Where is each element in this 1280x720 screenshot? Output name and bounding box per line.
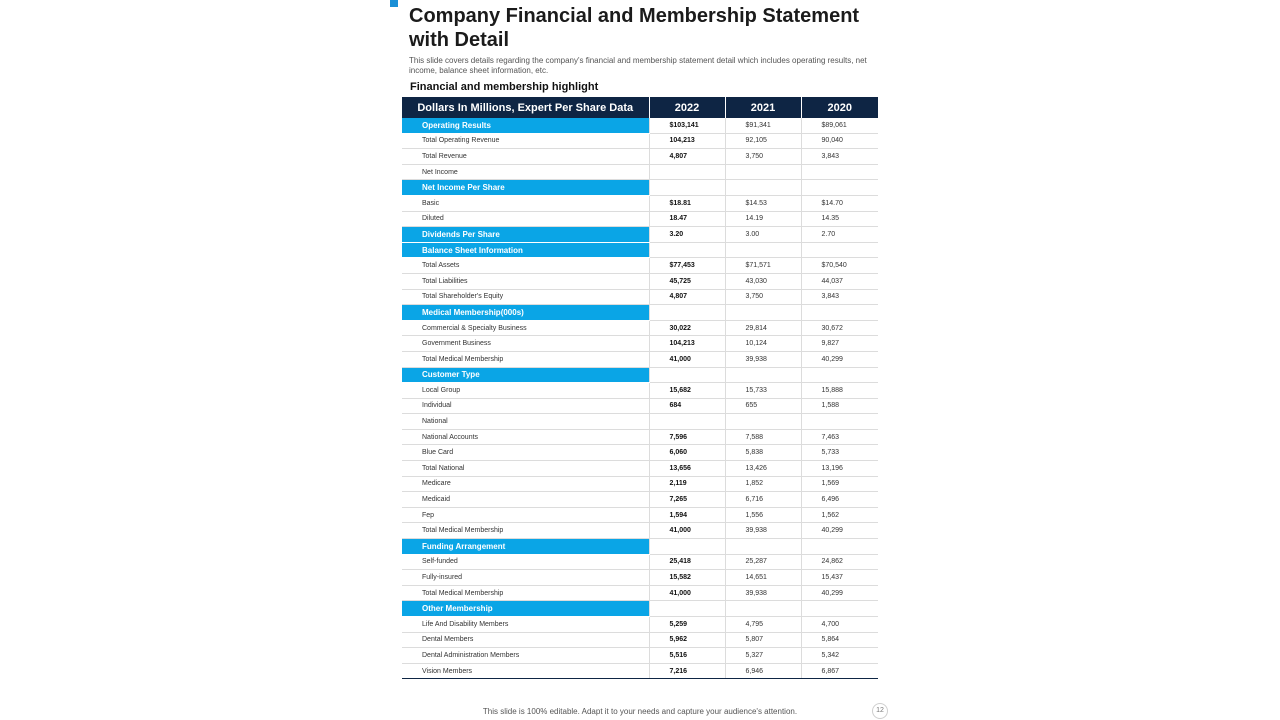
cell-2021: 14.19 [725, 211, 801, 227]
row-label: National [402, 414, 649, 430]
table-row [402, 258, 878, 274]
row-label: Commercial & Specialty Business [402, 320, 649, 336]
cell-2020: 40,299 [801, 351, 878, 367]
cell-2020: 5,342 [801, 648, 878, 664]
table-row [402, 211, 878, 227]
row-label: Vision Members [402, 663, 649, 679]
cell-2021: 13,426 [725, 461, 801, 477]
table-row [402, 554, 878, 570]
cell-2022: 41,000 [649, 585, 725, 601]
header-label-column: Dollars In Millions, Expert Per Share Data [402, 97, 649, 118]
cell-2022: 5,516 [649, 648, 725, 664]
row-label: Individual [402, 398, 649, 414]
cell-2020: 6,867 [801, 663, 878, 679]
cell-2021 [725, 414, 801, 430]
row-label: Dental Administration Members [402, 648, 649, 664]
table-row [402, 320, 878, 336]
section-label: Medical Membership(000s) [402, 305, 649, 321]
row-label: Fully-insured [402, 570, 649, 586]
table-row [402, 507, 878, 523]
table-body [402, 118, 878, 679]
table-section-row [402, 367, 878, 383]
page-number: 12 [872, 703, 888, 719]
cell-2020: 1,588 [801, 398, 878, 414]
cell-2021: 1,852 [725, 476, 801, 492]
section-label: Dividends Per Share [402, 227, 649, 243]
cell-2020 [801, 180, 878, 196]
cell-2021: 6,716 [725, 492, 801, 508]
cell-2020 [801, 539, 878, 555]
table-row [402, 445, 878, 461]
cell-2021 [725, 367, 801, 383]
cell-2022 [649, 305, 725, 321]
row-label: Self-funded [402, 554, 649, 570]
cell-2021: 10,124 [725, 336, 801, 352]
page-title: Company Financial and Membership Statement with Detail [409, 5, 860, 51]
cell-2020: 15,437 [801, 570, 878, 586]
cell-2021: 39,938 [725, 523, 801, 539]
section-heading: Financial and membership highlight [410, 81, 599, 93]
row-label: Life And Disability Members [402, 617, 649, 633]
cell-2021: 3,750 [725, 289, 801, 305]
row-label: Total Medical Membership [402, 523, 649, 539]
cell-2022: 41,000 [649, 523, 725, 539]
cell-2021: 39,938 [725, 585, 801, 601]
cell-2022 [649, 164, 725, 180]
cell-2021 [725, 305, 801, 321]
cell-2022: 5,259 [649, 617, 725, 633]
table-section-row [402, 305, 878, 321]
cell-2022: 5,962 [649, 632, 725, 648]
row-label: Blue Card [402, 445, 649, 461]
table-section-row [402, 180, 878, 196]
cell-2021: $91,341 [725, 118, 801, 133]
cell-2022: 15,682 [649, 383, 725, 399]
table-row [402, 570, 878, 586]
table-row [402, 164, 878, 180]
cell-2021: 3,750 [725, 149, 801, 165]
cell-2021: 5,327 [725, 648, 801, 664]
header-year-2022: 2022 [649, 97, 725, 118]
section-label: Balance Sheet Information [402, 242, 649, 258]
cell-2022: 15,582 [649, 570, 725, 586]
cell-2022: $103,141 [649, 118, 725, 133]
cell-2020: 30,672 [801, 320, 878, 336]
cell-2020 [801, 305, 878, 321]
row-label: National Accounts [402, 429, 649, 445]
table-row [402, 476, 878, 492]
cell-2022: 1,594 [649, 507, 725, 523]
slide-page [390, 0, 890, 720]
table-row [402, 351, 878, 367]
row-label: Basic [402, 195, 649, 211]
cell-2021: 1,556 [725, 507, 801, 523]
table-row [402, 461, 878, 477]
cell-2020: 14.35 [801, 211, 878, 227]
cell-2020 [801, 414, 878, 430]
cell-2020: $14.70 [801, 195, 878, 211]
cell-2020 [801, 164, 878, 180]
section-label: Net Income Per Share [402, 180, 649, 196]
cell-2020: $70,540 [801, 258, 878, 274]
cell-2021: 29,814 [725, 320, 801, 336]
table-row [402, 336, 878, 352]
cell-2022 [649, 601, 725, 617]
table-row [402, 398, 878, 414]
cell-2022 [649, 414, 725, 430]
row-label: Diluted [402, 211, 649, 227]
cell-2020: 24,862 [801, 554, 878, 570]
footer-note: This slide is 100% editable. Adapt it to your needs and capture your audience's attention. [482, 707, 798, 716]
cell-2020 [801, 367, 878, 383]
row-label: Total Assets [402, 258, 649, 274]
page-subtitle: This slide covers details regarding the company's financial and membership statement detail which includes operating results, net income, balance sheet information, etc. [409, 56, 867, 75]
cell-2020: 9,827 [801, 336, 878, 352]
cell-2020: 5,733 [801, 445, 878, 461]
row-label: Dental Members [402, 632, 649, 648]
cell-2021 [725, 180, 801, 196]
cell-2020: 40,299 [801, 585, 878, 601]
table-row [402, 523, 878, 539]
cell-2020: 15,888 [801, 383, 878, 399]
cell-2021: 4,795 [725, 617, 801, 633]
cell-2022: 7,265 [649, 492, 725, 508]
cell-2021: 7,588 [725, 429, 801, 445]
cell-2020: $89,061 [801, 118, 878, 133]
cell-2020: 40,299 [801, 523, 878, 539]
section-label: Operating Results [402, 118, 649, 133]
table-header-row [402, 97, 878, 118]
row-label: Total Medical Membership [402, 585, 649, 601]
cell-2022 [649, 180, 725, 196]
cell-2021 [725, 242, 801, 258]
cell-2021 [725, 601, 801, 617]
cell-2020: 13,196 [801, 461, 878, 477]
cell-2020: 1,562 [801, 507, 878, 523]
cell-2020: 6,496 [801, 492, 878, 508]
table-row [402, 492, 878, 508]
cell-2022: 684 [649, 398, 725, 414]
cell-2020 [801, 601, 878, 617]
financial-table [402, 97, 878, 679]
table-section-row [402, 227, 878, 243]
cell-2022: $18.81 [649, 195, 725, 211]
cell-2021: 5,838 [725, 445, 801, 461]
cell-2022: 25,418 [649, 554, 725, 570]
cell-2022 [649, 367, 725, 383]
cell-2020: 3,843 [801, 289, 878, 305]
cell-2021: 43,030 [725, 273, 801, 289]
section-label: Other Membership [402, 601, 649, 617]
cell-2021 [725, 539, 801, 555]
cell-2021: $14.53 [725, 195, 801, 211]
table-section-row [402, 601, 878, 617]
section-label: Customer Type [402, 367, 649, 383]
row-label: Medicaid [402, 492, 649, 508]
cell-2021: 25,287 [725, 554, 801, 570]
cell-2020 [801, 242, 878, 258]
cell-2022: 3.20 [649, 227, 725, 243]
cell-2020: 2.70 [801, 227, 878, 243]
cell-2022: 7,216 [649, 663, 725, 679]
table-row [402, 617, 878, 633]
cell-2021: 5,807 [725, 632, 801, 648]
cell-2022: 41,000 [649, 351, 725, 367]
cell-2020: 90,040 [801, 133, 878, 149]
cell-2021: 92,105 [725, 133, 801, 149]
row-label: Government Business [402, 336, 649, 352]
row-label: Local Group [402, 383, 649, 399]
corner-accent-mark [390, 0, 398, 7]
cell-2022: 45,725 [649, 273, 725, 289]
table-row [402, 383, 878, 399]
table-row [402, 414, 878, 430]
table-row [402, 429, 878, 445]
table-section-row [402, 118, 878, 133]
cell-2021: $71,571 [725, 258, 801, 274]
cell-2020: 7,463 [801, 429, 878, 445]
cell-2020: 5,864 [801, 632, 878, 648]
cell-2021: 14,651 [725, 570, 801, 586]
table-row [402, 632, 878, 648]
table-row [402, 663, 878, 679]
table-row [402, 273, 878, 289]
cell-2020: 3,843 [801, 149, 878, 165]
cell-2022: 18.47 [649, 211, 725, 227]
table-section-row [402, 539, 878, 555]
header-year-2020: 2020 [801, 97, 878, 118]
row-label: Net Income [402, 164, 649, 180]
row-label: Medicare [402, 476, 649, 492]
cell-2020: 44,037 [801, 273, 878, 289]
cell-2020: 4,700 [801, 617, 878, 633]
header-year-2021: 2021 [725, 97, 801, 118]
table-row [402, 648, 878, 664]
table-row [402, 289, 878, 305]
cell-2022: $77,453 [649, 258, 725, 274]
cell-2020: 1,569 [801, 476, 878, 492]
row-label: Fep [402, 507, 649, 523]
row-label: Total Medical Membership [402, 351, 649, 367]
cell-2022: 104,213 [649, 336, 725, 352]
cell-2022: 13,656 [649, 461, 725, 477]
table-row [402, 195, 878, 211]
table-row [402, 585, 878, 601]
cell-2022: 2,119 [649, 476, 725, 492]
cell-2021: 39,938 [725, 351, 801, 367]
section-label: Funding Arrangement [402, 539, 649, 555]
cell-2022: 4,807 [649, 289, 725, 305]
cell-2022 [649, 539, 725, 555]
cell-2022: 7,596 [649, 429, 725, 445]
cell-2022: 104,213 [649, 133, 725, 149]
cell-2021: 15,733 [725, 383, 801, 399]
row-label: Total National [402, 461, 649, 477]
row-label: Total Operating Revenue [402, 133, 649, 149]
row-label: Total Revenue [402, 149, 649, 165]
row-label: Total Liabilities [402, 273, 649, 289]
cell-2022: 4,807 [649, 149, 725, 165]
row-label: Total Shareholder's Equity [402, 289, 649, 305]
cell-2021: 3.00 [725, 227, 801, 243]
cell-2022 [649, 242, 725, 258]
cell-2022: 6,060 [649, 445, 725, 461]
cell-2021: 655 [725, 398, 801, 414]
cell-2021: 6,946 [725, 663, 801, 679]
table-row [402, 133, 878, 149]
cell-2021 [725, 164, 801, 180]
table-row [402, 149, 878, 165]
table-section-row [402, 242, 878, 258]
cell-2022: 30,022 [649, 320, 725, 336]
